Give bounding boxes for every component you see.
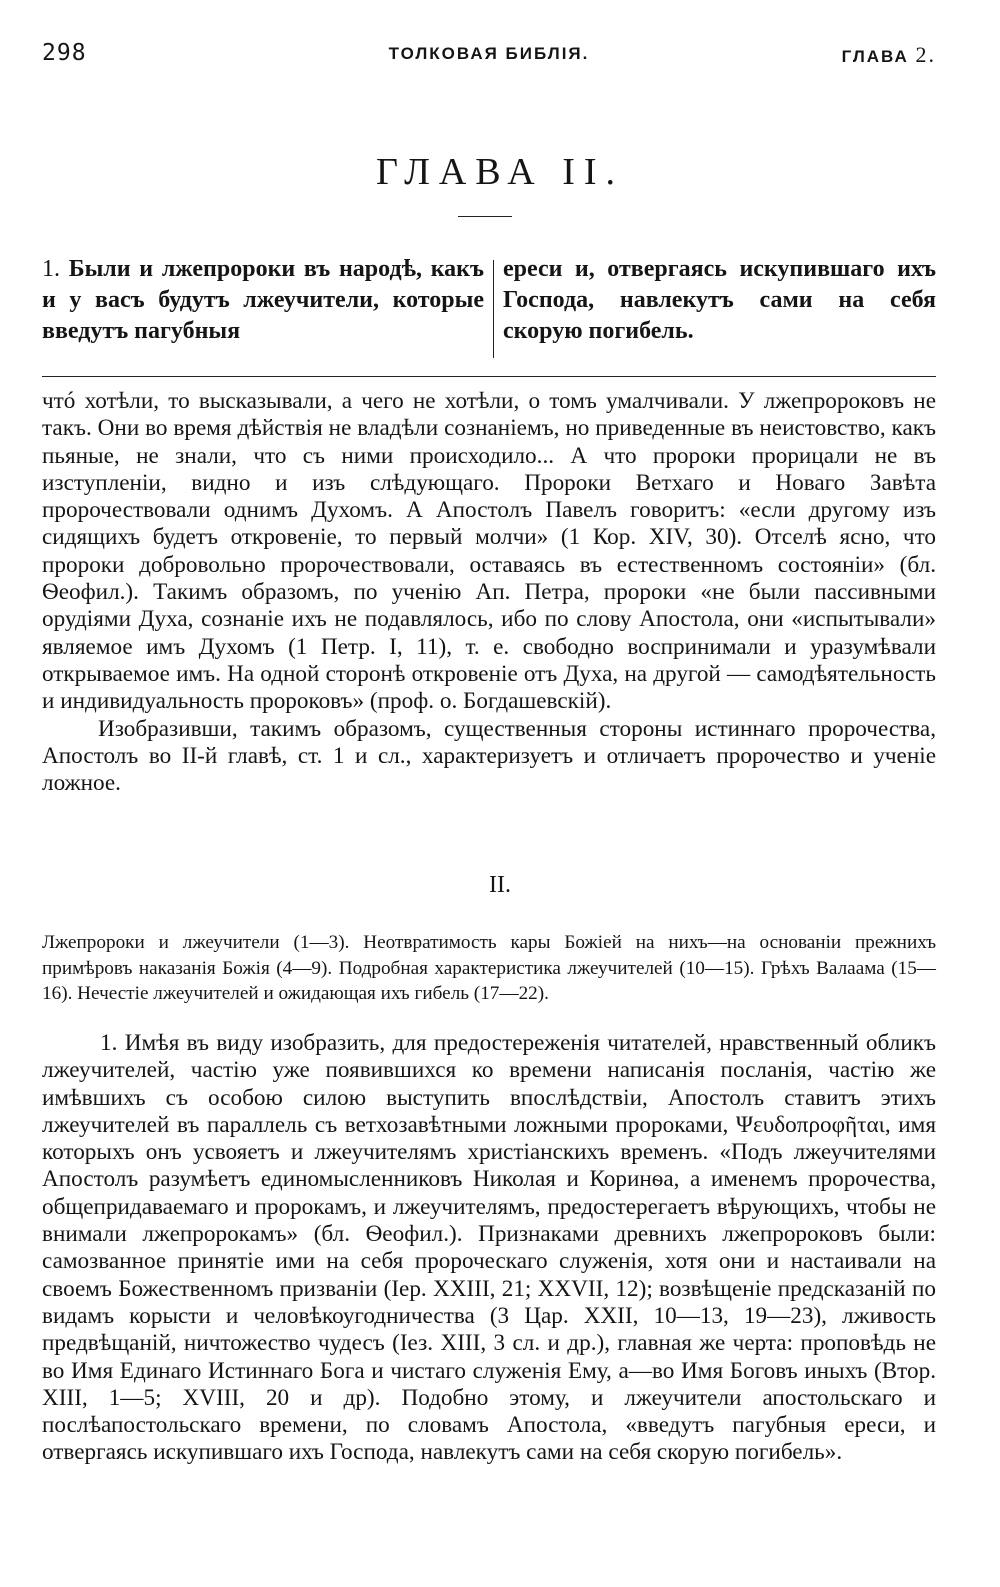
- section-summary: Лжепророки и лжеучители (1—3). Неотвратимость кары Божіей на нихъ—на основаніи прежнихъ примѣровъ наказанія Божія (4—9). Подробная характеристика лжеучителей (10—15). Грѣхъ Валаама (15—16). Нечестіе лжеучителей и ожидающая ихъ гибель (17—22).: [42, 932, 936, 1004]
- chapter-reference: [842, 42, 936, 68]
- verse-left-column: [42, 254, 484, 347]
- title-rule: [458, 216, 512, 217]
- verse-commentary: [42, 1030, 936, 1467]
- verse-right-column: [503, 254, 936, 347]
- commentary-paragraph: 1. Имѣя въ виду изобразить, для предостереженія читателей, нравственный обликъ лжеучителей, частію уже появившихся ко времени написанія посланія, частію же имѣвшихъ съ особою силою выступить впослѣдствіи, Апостолъ ставитъ этихъ лжеучителей въ параллель съ ветхозавѣтными ложными пророками, Ψευδοπροφῆται, имя которыхъ онъ усвояетъ и лжеучителямъ христіанскихъ временъ. «Подъ лжеучителями Апостолъ разумѣетъ единомысленниковъ Николая и Коринѳа, а именемъ пророчества, общепридаваемаго и пророкамъ, и лжеучителямъ, предостерегаетъ вѣрующихъ, чтобы не внимали лжепророкамъ» (бл. Ѳеофил.). Признаками древнихъ лжепророковъ были: самозванное принятіе ими на себя пророческаго служенія, хотя они и настаивали на своемъ Божественномъ призваніи (Іер. XXIII, 21; XXVII, 12); возвѣщеніе предсказаній по видамъ корысти и человѣкоугодничества (3 Цар. XXII, 10—13, 19—23), лживость предвѣщаній, ничтожество чудесъ (Iез. XIII, 3 сл. и др.), главная же черта: проповѣдь не во Имя Единаго Истиннаго Бога и чистаго служенія Ему, а—во Имя Боговъ иныхъ (Втор. XIII, 1—5; XVIII, 20 и др). Подобно этому, и лжеучители апостольскаго и послѣапостольскаго времени, по словамъ Апостола, «введутъ пагубныя ереси, и отвергаясь искупившаго ихъ Господа, навлекутъ сами на себя скорую погибель».: [42, 1030, 936, 1466]
- page-number: 298: [42, 40, 87, 66]
- commentary-paragraph: чтó хотѣли, то высказывали, а чего не хотѣли, о томъ умалчивали. У лжепророковъ не такъ. Они во время дѣйствія не владѣли сознаніемъ, но приведенные въ неистовство, какъ пьяные, не знали, что съ ними происходило... А что пророки прорицали не въ изступленіи, видно и изъ слѣдующаго. Пророки Ветхаго и Новаго Завѣта пророчествовали однимъ Духомъ. А Апостолъ Павелъ говоритъ: «если другому изъ сидящихъ будетъ откровеніе, то первый молчи» (1 Кор. XIV, 30). Отселѣ ясно, что пророки добровольно пророчествовали, оставаясь въ естественномъ состояніи» (бл. Ѳеофил.). Такимъ образомъ, по ученію Ап. Петра, пророки «не были пассивными орудіями Духа, сознаніе ихъ не подавлялось, ибо по слову Апостола, они «испытывали» являемое имъ Духомъ (1 Петр. I, 11), т. е. свободно воспринимали и уразумѣвали открываемое имъ. На одной сторонѣ откровеніе отъ Духа, на другой — самодѣятельность и индивидуальность пророковъ» (проф. о. Богдашевскій).: [42, 388, 936, 715]
- book-title: ТОЛКОВАЯ БИБЛІЯ.: [388, 44, 590, 63]
- running-header: [42, 40, 936, 74]
- column-divider: [493, 260, 494, 358]
- scripture-verse-block: [42, 254, 936, 377]
- section-heading: II.: [489, 872, 511, 898]
- verse-number: 1.: [42, 256, 60, 282]
- verse-text-left: Были и лжепророки въ народѣ, какъ и у васъ будутъ лжеучители, которые введутъ пагубныя: [42, 256, 484, 344]
- chapter-title: ГЛАВА II.: [375, 151, 625, 193]
- chapter-label: ГЛАВА: [841, 47, 909, 66]
- verse-text-right: ереси и, отвергаясь искупившаго ихъ Господа, навлекутъ сами на себя скорую погибель.: [503, 256, 936, 344]
- commentary-paragraph: Изобразивши, такимъ образомъ, существенныя стороны истиннаго пророчества, Апостолъ во II-й главѣ, ст. 1 и сл., характеризуетъ и отличаетъ пророчество и ученіе ложное.: [42, 715, 936, 797]
- chapter-number: 2.: [915, 42, 936, 67]
- commentary-section: [42, 388, 936, 797]
